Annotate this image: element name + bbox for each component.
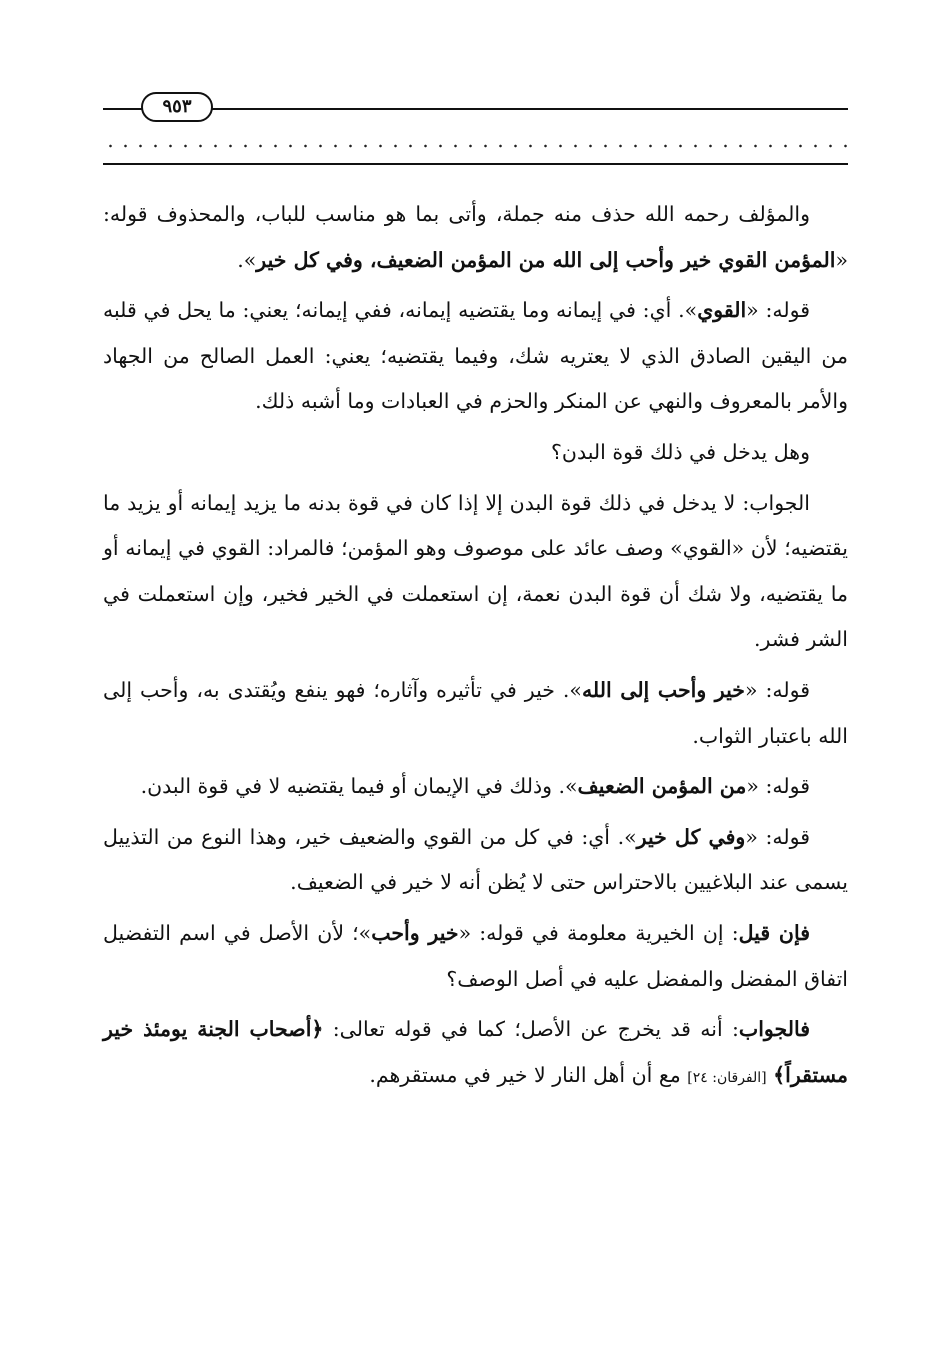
- text: وهل يدخل في ذلك قوة البدن؟: [551, 439, 810, 464]
- bold-text: فالجواب: [738, 1017, 810, 1042]
- text: : إن الخيرية معلومة في قوله: «: [458, 920, 739, 945]
- paragraph: [103, 192, 848, 283]
- text: ». خير في تأثيره وآثاره؛ فهو ينفع ويُقتدى به، وأحب إلى الله باعتبار الثواب.: [103, 677, 848, 748]
- bold-text: من المؤمن الضعيف: [577, 774, 747, 799]
- text: ». أي: في إيمانه وما يقتضيه إيمانه، ففي إيمانه؛ يعني: ما يحل في قلبه من اليقين الصادق الذي لا يعتريه شك، وفيما يقتضيه؛ يعني: العمل الصالح من الجهاد والأمر بالمعروف والنهي عن المنكر والحزم في العبادات وما أشبه ذلك.: [103, 298, 848, 414]
- bold-text: المؤمن القوي خير وأحب إلى الله من المؤمن الضعيف، وفي كل خير: [256, 247, 836, 272]
- text: ». أي: في كل من القوي والضعيف خير، وهذا النوع من التذييل يسمى عند البلاغيين بالاحتراس حتى لا يُظن أنه لا خير في الضعيف.: [103, 824, 848, 895]
- text: قوله: «: [746, 298, 810, 323]
- dotted-divider: [103, 143, 848, 149]
- paragraph: [103, 815, 848, 906]
- header-rule-bottom: [103, 163, 848, 165]
- paragraph: [103, 764, 848, 810]
- text: قوله: «: [745, 824, 810, 849]
- text: الجواب: لا يدخل في ذلك قوة البدن إلا إذا كان في قوة بدنه ما يزيد إيمانه أو يزيد ما يقتضيه؛ لأن «القوي» وصف عائد على موصوف وهو المؤمن؛ فالمراد: القوي في إيمانه أو ما يقتضيه، ولا شك أن قوة البدن نعمة، إن استعملت في الخير فخير، وإن استعملت في الشر فشر.: [103, 490, 848, 652]
- paragraph: [103, 1007, 848, 1101]
- text: ». وذلك في الإيمان أو فيما يقتضيه لا في قوة البدن.: [140, 774, 578, 799]
- paragraph: [103, 481, 848, 663]
- header-rule-left: [103, 108, 143, 110]
- body-text: [103, 192, 848, 1106]
- bold-text: ﴿أصحاب الجنة يومئذ خير مستقراً﴾: [103, 1017, 848, 1087]
- text: قوله: «: [744, 677, 810, 702]
- paragraph: [103, 430, 848, 476]
- header-rule-right: [212, 108, 848, 110]
- text: : أنه قد يخرج عن الأصل؛ كما في قوله تعالى:: [323, 1017, 739, 1042]
- paragraph: [103, 911, 848, 1002]
- paragraph: [103, 668, 848, 759]
- text: قوله: «: [746, 774, 810, 799]
- bold-text: خير وأحب: [371, 920, 459, 945]
- citation: [الفرقان: ٢٤]: [687, 1069, 767, 1086]
- text: ».: [237, 247, 257, 272]
- text: والمؤلف رحمه الله حذف منه جملة، وأتى بما هو مناسب للباب، والمحذوف قوله: «: [103, 202, 848, 272]
- page-number: ٩٥٣: [141, 92, 213, 122]
- bold-text: خير وأحب إلى الله: [581, 677, 745, 702]
- bold-text: فإن قيل: [738, 920, 810, 945]
- text: »؛ لأن الأصل في اسم التفضيل اتفاق المفضل والمفضل عليه في أصل الوصف؟: [103, 920, 848, 991]
- paragraph: [103, 288, 848, 425]
- bold-text: وفي كل خير: [636, 824, 746, 849]
- bold-text: القوي: [697, 298, 747, 323]
- text: مع أن أهل النار لا خير في مستقرهم.: [369, 1062, 688, 1087]
